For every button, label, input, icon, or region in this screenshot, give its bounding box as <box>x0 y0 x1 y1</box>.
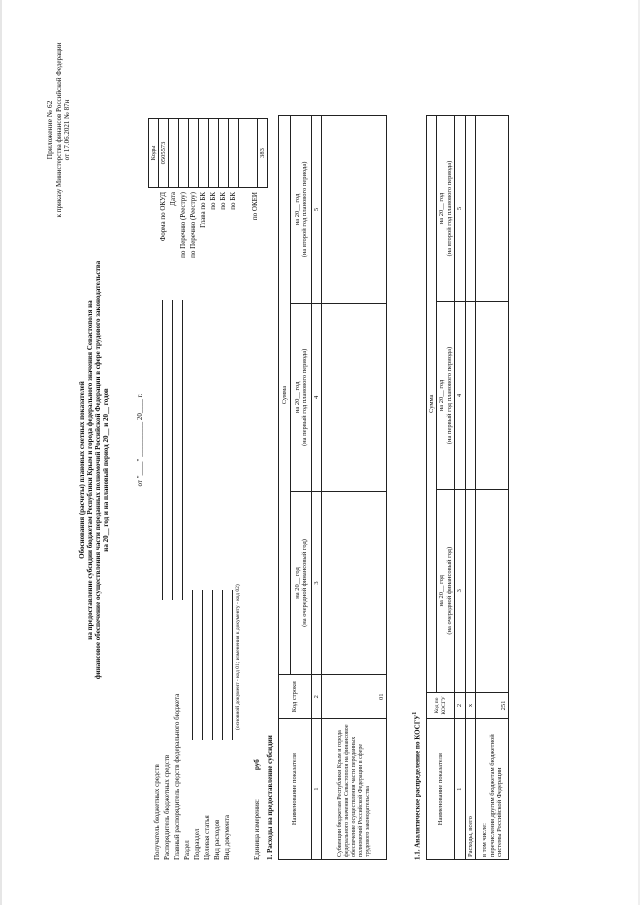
bk-label: по БК <box>229 192 237 210</box>
col-year-1 <box>437 489 455 692</box>
num-cell: 5 <box>312 116 322 304</box>
field-underline <box>202 590 203 740</box>
title-line-3: финансовое обеспечение осуществления части переданных полномочий Российской Федерации в сфере трудового законодательства <box>94 260 103 680</box>
annex-number: Приложение № 62 <box>45 100 54 160</box>
value-cell <box>465 302 475 490</box>
num-cell: 1 <box>455 719 465 860</box>
rotated-document <box>40 40 600 860</box>
year-1: на 20__ год <box>293 567 301 599</box>
field-underline <box>182 300 183 600</box>
date-label: Дата <box>169 192 177 206</box>
col-code: Код строки <box>279 675 312 719</box>
field-underline <box>192 590 193 740</box>
reestr-label: по Перечню (Реестру) <box>189 192 197 258</box>
transfer-row-code: 251 <box>476 692 509 719</box>
year-2: на 20__ год <box>438 379 446 412</box>
num-cell: 1 <box>312 719 322 860</box>
value-cell <box>322 116 387 304</box>
section-1-1-table <box>426 115 509 860</box>
transfer-row-label: перечисления другим бюджетам бюджетной системы Российской Федерации <box>488 734 504 857</box>
col-year-3 <box>437 116 455 302</box>
col-sum: Сумма <box>427 116 437 693</box>
title-line-2: на предоставление субсидии бюджетам Республики Крым и города федерального значения Севастополя на <box>86 300 95 640</box>
incl-label: в том числе: <box>481 823 489 857</box>
year-1-note: (на очередной финансовый год) <box>445 546 453 635</box>
year-2-note: (на первый год планового периода) <box>301 348 309 447</box>
field-underline <box>222 590 223 740</box>
field-label: Подраздел <box>193 828 201 860</box>
title-line-4: на 20__ год и на плановый период 20__ и 20__ годов <box>102 388 111 552</box>
unit-value: руб <box>253 759 261 770</box>
num-cell: 4 <box>312 303 322 491</box>
col-name: Наименование показателя <box>279 719 312 860</box>
section-1-title: 1. Расходы на предоставление субсидии <box>266 735 274 860</box>
okei-code: 383 <box>258 119 268 188</box>
num-cell: 4 <box>455 302 465 490</box>
okud-label: Форма по ОКУД <box>159 192 167 242</box>
annex-date: от 17.06.2021 № 87н <box>62 99 71 161</box>
section-1-table <box>278 115 387 860</box>
year-2: на 20__ год <box>293 381 301 414</box>
bk-label: по БК <box>209 192 217 210</box>
bk-code <box>209 119 219 188</box>
value-cell <box>465 116 475 302</box>
blank-code <box>239 119 258 188</box>
bk-code <box>219 119 229 188</box>
title-line-1: Обоснования (расчеты) плановых сметных показателей <box>78 381 86 559</box>
value-cell <box>322 303 387 491</box>
num-cell: 2 <box>455 692 465 719</box>
field-label: Вид документа <box>223 814 231 860</box>
reestr-code <box>179 119 189 188</box>
field-underline <box>212 590 213 740</box>
section-1-1-title <box>412 712 421 860</box>
field-label: Получатель бюджетных средств <box>153 764 161 860</box>
field-label: Целевая статья <box>203 815 211 860</box>
num-cell: 5 <box>455 116 465 302</box>
num-cell: 3 <box>455 489 465 692</box>
year-3: на 20__ год <box>293 193 301 226</box>
field-label: Вид расходов <box>213 819 221 860</box>
codes-table <box>148 118 268 188</box>
total-row-code: x <box>465 692 475 719</box>
total-row-name: Расходы, всего <box>465 719 475 860</box>
reestr-code <box>189 119 199 188</box>
value-cell <box>476 302 509 490</box>
col-year-2 <box>291 303 312 491</box>
field-underline <box>162 300 163 600</box>
field-label: Распорядитель бюджетных средств <box>163 754 171 860</box>
col-sum: Сумма <box>279 116 291 675</box>
num-cell: 3 <box>312 491 322 674</box>
year-2-note: (на первый год планового периода) <box>445 346 453 445</box>
year-3-note: (на второй год планового периода) <box>301 161 309 258</box>
bk-label: по БК <box>219 192 227 210</box>
transfer-row-name <box>476 719 509 860</box>
annex-order: к приказу Министерства финансов Российской Федерации <box>54 42 63 218</box>
subsidy-row-code: 01 <box>322 675 387 719</box>
field-label: Главный распорядитель средств федерального бюджета <box>173 693 181 860</box>
year-1: на 20__ год <box>438 575 446 607</box>
col-year-1 <box>291 491 312 674</box>
value-cell <box>476 116 509 302</box>
bk-code <box>229 119 239 188</box>
col-year-2 <box>437 302 455 490</box>
unit-label: Единица измерения: <box>253 799 261 860</box>
footnote-mark: 1 <box>412 711 418 715</box>
glava-code <box>199 119 209 188</box>
value-cell <box>322 491 387 674</box>
year-3: на 20__ год <box>438 192 446 225</box>
okud-code: 0505573 <box>159 119 169 188</box>
field-underline <box>172 300 173 600</box>
col-year-3 <box>291 116 312 304</box>
codes-header: Коды <box>149 119 159 188</box>
field-underline <box>232 590 233 740</box>
subsidy-row-name: Субвенции бюджетам Республики Крым и города федерального значения Севастополя на финансовое обеспечение осуществления части переданных полномочий Российской Федерации в сфере трудового законодательства <box>322 719 387 860</box>
annex-block <box>46 40 71 220</box>
document-note: (основной документ - код 01; изменения к документу - код 02) <box>235 584 241 730</box>
date-code <box>169 119 179 188</box>
reestr-label: по Перечню (Реестру) <box>179 192 187 258</box>
year-1-note: (на очередной финансовый год) <box>301 539 309 627</box>
field-label: Раздел <box>183 840 191 860</box>
value-cell <box>465 489 475 692</box>
col-name: Наименование показателя <box>427 719 455 860</box>
year-3-note: (на второй год планового периода) <box>445 160 453 257</box>
okei-label: по ОКЕИ <box>251 192 259 221</box>
col-kosgu: Код по КОСГУ <box>427 692 455 719</box>
document-date-line: от "____" __________ 20____ г. <box>136 393 144 487</box>
value-cell <box>476 489 509 692</box>
glava-label: Глава по БК <box>199 192 207 228</box>
num-cell: 2 <box>312 675 322 719</box>
document-title <box>78 120 110 820</box>
scan-edge <box>0 0 2 905</box>
section-1-1-title-text: 1.1. Аналитическое распределение по КОСГУ <box>413 714 422 860</box>
